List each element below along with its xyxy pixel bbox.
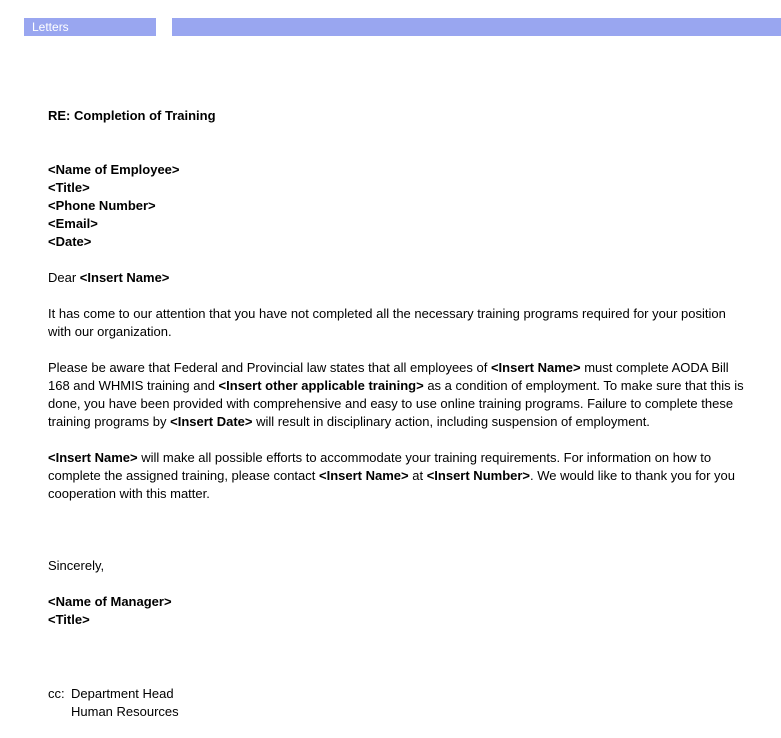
salutation-name: <Insert Name> bbox=[79, 270, 170, 285]
cc-row bbox=[48, 685, 748, 721]
cc-recipients bbox=[71, 685, 179, 721]
paragraph-3 bbox=[48, 449, 748, 503]
recipient-date: <Date> bbox=[48, 234, 92, 249]
p3-placeholder-number: <Insert Number> bbox=[426, 468, 531, 483]
cc-recipient: Department Head bbox=[71, 686, 174, 701]
letter-body bbox=[48, 107, 748, 721]
recipient-block bbox=[48, 161, 748, 251]
p2-text-3: as a condition of employment. To make sure that this is done, you have been provided with comprehensive and easy to use online training programs. Failure to complete these training programs by bbox=[48, 378, 744, 429]
cc-recipient: Human Resources bbox=[71, 704, 179, 719]
paragraph-1: It has come to our attention that you have not completed all the necessary training programs required for your position with our organization. bbox=[48, 306, 726, 339]
paragraph-2 bbox=[48, 359, 748, 431]
recipient-phone: <Phone Number> bbox=[48, 198, 156, 213]
p2-placeholder-training: <Insert other applicable training> bbox=[218, 378, 424, 393]
salutation-prefix: Dear bbox=[48, 270, 80, 285]
p3-text-1: will make all possible efforts to accommodate your training requirements. For information on how to complete the assigned training, please contact bbox=[48, 450, 712, 483]
closing: Sincerely, bbox=[48, 558, 105, 573]
signature-block bbox=[48, 593, 748, 629]
p2-placeholder-date: <Insert Date> bbox=[170, 414, 253, 429]
recipient-title: <Title> bbox=[48, 180, 90, 195]
p2-text-4: will result in disciplinary action, including suspension of employment. bbox=[252, 414, 650, 429]
p3-text-2: at bbox=[408, 468, 427, 483]
p3-placeholder-name: <Insert Name> bbox=[48, 450, 138, 465]
p2-text-2: must complete AODA Bill 168 and WHMIS training and bbox=[48, 360, 729, 393]
p3-text-3: . We would like to thank you for you cooperation with this matter. bbox=[48, 468, 736, 501]
signature-title: <Title> bbox=[48, 612, 90, 627]
header-tab-label: Letters bbox=[32, 20, 69, 34]
re-line: RE: Completion of Training bbox=[48, 108, 216, 123]
salutation bbox=[48, 269, 748, 287]
cc-block bbox=[48, 685, 748, 721]
p3-placeholder-contact: <Insert Name> bbox=[319, 468, 409, 483]
recipient-name: <Name of Employee> bbox=[48, 162, 180, 177]
letters-header-tab bbox=[24, 18, 156, 36]
signature-name: <Name of Manager> bbox=[48, 594, 172, 609]
cc-label: cc: bbox=[48, 686, 65, 701]
p2-placeholder-name: <Insert Name> bbox=[490, 360, 581, 375]
header-bar bbox=[172, 18, 781, 36]
p2-text-1: Please be aware that Federal and Provincial law states that all employees of bbox=[48, 360, 491, 375]
recipient-email: <Email> bbox=[48, 216, 98, 231]
